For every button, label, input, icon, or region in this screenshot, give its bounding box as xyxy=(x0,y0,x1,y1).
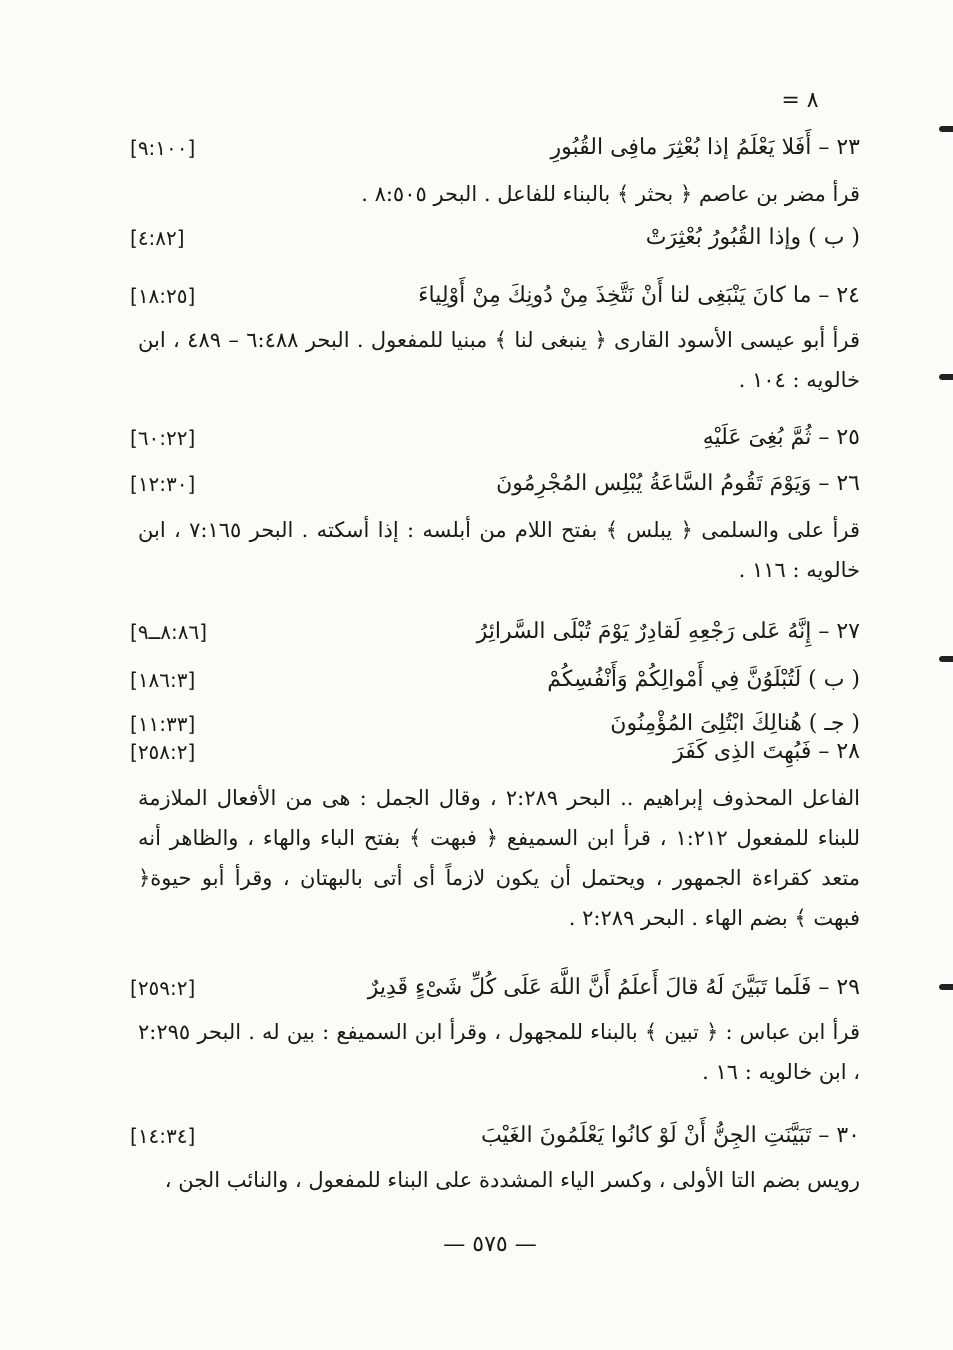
verse-line xyxy=(130,128,860,168)
commentary-paragraph: قرأ ابن عباس : ﴿ تبين ﴾ بالبناء للمجهول ، وقرأ ابن السميفع : بين له . البحر ٢:٢٩٥ ، ابن خالويه : ١٦ . xyxy=(138,1020,860,1084)
verse-text: ( ب ) وإذا القُبُورُ بُعْثِرَتْ xyxy=(645,225,860,250)
commentary-paragraph: قرأ أبو عيسى الأسود القارى ﴿ ينبغى لنا ﴾ مبنيا للمفعول . البحر ٦:٤٨٨ – ٤٨٩ ، ابن خالويه : ١٠٤ . xyxy=(138,328,860,392)
binding-mark xyxy=(939,126,953,132)
verse-line xyxy=(130,732,860,772)
commentary-paragraph: قرأ مضر بن عاصم ﴿ بحثر ﴾ بالبناء للفاعل . البحر ٨:٥٠٥ . xyxy=(361,182,860,206)
verse-reference: [٦٠:٢٢] xyxy=(130,426,196,450)
verse-reference: [٤:٨٢] xyxy=(130,226,185,250)
verse-reference: [٨:٨٦ــ٩] xyxy=(130,620,208,644)
verse-reference: [١٨:٢٥] xyxy=(130,284,196,308)
verse-text: ( ب ) لَتُبْلَوُنَّ فِي أَمْوالِكُمْ وَأَنْفُسِكُمْ xyxy=(547,667,860,692)
verse-text: ٣٠ – تَبَيَّنَتِ الجِنُّ أَنْ لَوْ كانُوا يَعْلَمُونَ الغَيْبَ xyxy=(480,1123,860,1148)
binding-mark xyxy=(939,656,953,662)
verse-reference: [٢٥٩:٢] xyxy=(130,976,196,1000)
verse-text: ٢٩ – فَلَما تَبَيَّنَ لَهُ قالَ أَعلَمُ أَنَّ اللَّهَ عَلَى كُلِّ شَىْءٍ قَدِيرٌ xyxy=(367,975,860,1000)
verse-line xyxy=(130,418,860,458)
verse-line xyxy=(130,612,860,652)
verse-line xyxy=(130,660,860,700)
verse-text: ٢٣ – أَفَلا يَعْلَمُ إذا بُعْثِرَ مافِى القُبُورِ xyxy=(550,135,860,160)
commentary-paragraph: قرأ على والسلمى ﴿ يبلس ﴾ بفتح اللام من أبلسه : إذا أسكته . البحر ٧:١٦٥ ، ابن خالويه : ١١٦ . xyxy=(138,518,861,582)
section-marker: ٨ = xyxy=(781,88,819,113)
verse-line xyxy=(130,968,860,1008)
verse-text: ٢٧ – إِنَّهُ عَلى رَجْعِهِ لَقادِرٌ يَوْمَ تُبْلَى السَّرائِرُ xyxy=(476,619,860,644)
page-number: — ٥٧٥ — xyxy=(443,1232,537,1257)
verse-line xyxy=(130,464,860,504)
verse-text: ٢٤ – ما كانَ يَنْبَغِى لنا أَنْ نَتَّخِذَ مِنْ دُونِكَ مِنْ أَوْلِياءَ xyxy=(418,283,860,308)
verse-line xyxy=(130,218,860,258)
verse-text: ٢٦ – وَيَوْمَ تَقُومُ السَّاعَةُ يُبْلِس المُجْرِمُونَ xyxy=(496,471,860,496)
verse-reference: [١١:٣٣] xyxy=(130,712,196,736)
verse-text: ٢٥ – ثُمَّ بُغِىَ عَلَيْهِ xyxy=(702,425,860,450)
verse-reference: [١٢:٣٠] xyxy=(130,472,196,496)
verse-line xyxy=(130,1116,860,1156)
verse-reference: [١٨٦:٣] xyxy=(130,668,196,692)
binding-mark xyxy=(939,984,953,990)
verse-reference: [٩:١٠٠] xyxy=(130,136,196,160)
verse-text: ٢٨ – فَبُهِتَ الذِى كَفَرَ xyxy=(673,739,860,764)
commentary-paragraph: الفاعل المحذوف إبراهيم .. البحر ٢:٢٨٩ ، وقال الجمل : هى من الأفعال الملازمة للبناء للمفعول ١:٢١٢ ، قرأ ابن السميفع ﴿ فبهت ﴾ بفتح الباء والهاء ، والظاهر أنه متعد كقراءة الجمهور ، ويحتمل أن يكون لازماً أى أتى بالبهتان ، وقرأ أبو حيوة﴿ فبهت ﴾ بضم الهاء . البحر ٢:٢٨٩ . xyxy=(138,786,860,930)
verse-text: ( جـ ) هُنالِكَ ابْتُلِىَ المُؤْمِنُونَ xyxy=(610,711,860,736)
commentary-paragraph: رويس بضم التا الأولى ، وكسر الياء المشددة على البناء للمفعول ، والنائب الجن ، xyxy=(164,1168,860,1192)
binding-mark xyxy=(939,374,953,380)
verse-reference: [١٤:٣٤] xyxy=(130,1124,196,1148)
verse-reference: [٢٥٨:٢] xyxy=(130,740,196,764)
verse-line xyxy=(130,276,860,316)
